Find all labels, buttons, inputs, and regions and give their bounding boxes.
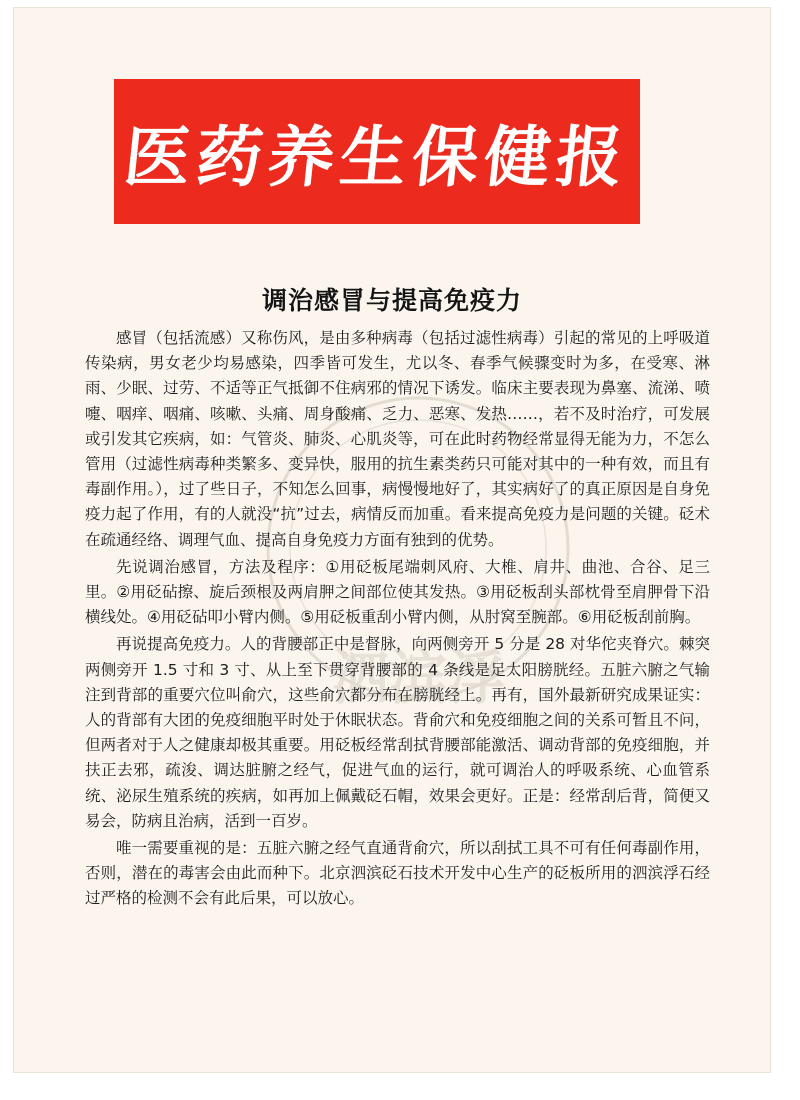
article-paragraph: 感冒（包括流感）又称伤风，是由多种病毒（包括过滤性病毒）引起的常见的上呼吸道传染病，男女老少均易感染，四季皆可发生，尤以冬、春季气候骤变时为多，在受寒、淋雨、少眠、过劳、不适等正气抵御不住病邪的情况下诱发。临床主要表现为鼻塞、流涕、喷嚏、咽痒、咽痛、咳嗽、头痛、周身酸痛、乏力、恶寒、发热……，若不及时治疗，可发展或引发其它疾病，如：气管炎、肺炎、心肌炎等，可在此时药物经常显得无能为力，不怎么管用（过滤性病毒种类繁多、变异快，服用的抗生素类药只可能对其中的一种有效，而且有毒副作用。），过了些日子，不知怎么回事，病慢慢地好了，其实病好了的真正原因是自身免疫力起了作用，有的人就没“抗”过去，病情反而加重。看来提高免疫力是问题的关键。砭术在疏通经络、调理气血、提高自身免疫力方面有独到的优势。 [85,329,710,549]
article-paragraph: 再说提高免疫力。人的背腰部正中是督脉，向两侧旁开 5 分是 28 对华佗夹脊穴。棘突两侧旁开 1.5 寸和 3 寸、从上至下贯穿背腰部的 4 条线是足太阳膀胱经。五脏六腑之气输注到背部的重要穴位叫俞穴，这些俞穴都分布在膀胱经上。再有，国外最新研究成果证实：人的背部有大团的免疫细胞平时处于休眠状态。背俞穴和免疫细胞之间的关系可暂且不问，但两者对于人之健康却极其重要。用砭板经常刮拭背腰部能激活、调动背部的免疫细胞，并扶正去邪，疏浚、调达脏腑之经气，促进气血的运行，就可调治人的呼吸系统、心血管系统、泌尿生殖系统的疾病，如再加上佩戴砭石帽，效果会更好。正是：经常刮后背，简便又易会，防病且治病，活到一百岁。 [85,635,710,830]
newspaper-page [14,8,770,1072]
article-paragraph: 唯一需要重视的是：五脏六腑之经气直通背俞穴，所以刮拭工具不可有任何毒副作用，否则，潜在的毒害会由此而种下。北京泗滨砭石技术开发中心生产的砭板所用的泗滨浮石经过严格的检测不会有此后果，可以放心。 [85,839,710,908]
watermark-text: 泗滨浮 [330,644,506,712]
article-paragraph: 先说调治感冒，方法及程序：①用砭板尾端刺风府、大椎、肩井、曲池、合谷、足三里。②用砭砧擦、旋后颈根及两肩胛之间部位使其发热。③用砭板刮头部枕骨至肩胛骨下沿横线处。④用砭砧叩小臂内侧。⑤用砭板重刮小臂内侧，从肘窝至腕部。⑥用砭板刮前胸。 [85,557,710,627]
masthead-title: 医药养生保健报 [120,118,633,196]
article-body [85,326,710,914]
article-headline: 调治感冒与提高免疫力 [261,285,522,315]
masthead-banner [114,79,640,224]
